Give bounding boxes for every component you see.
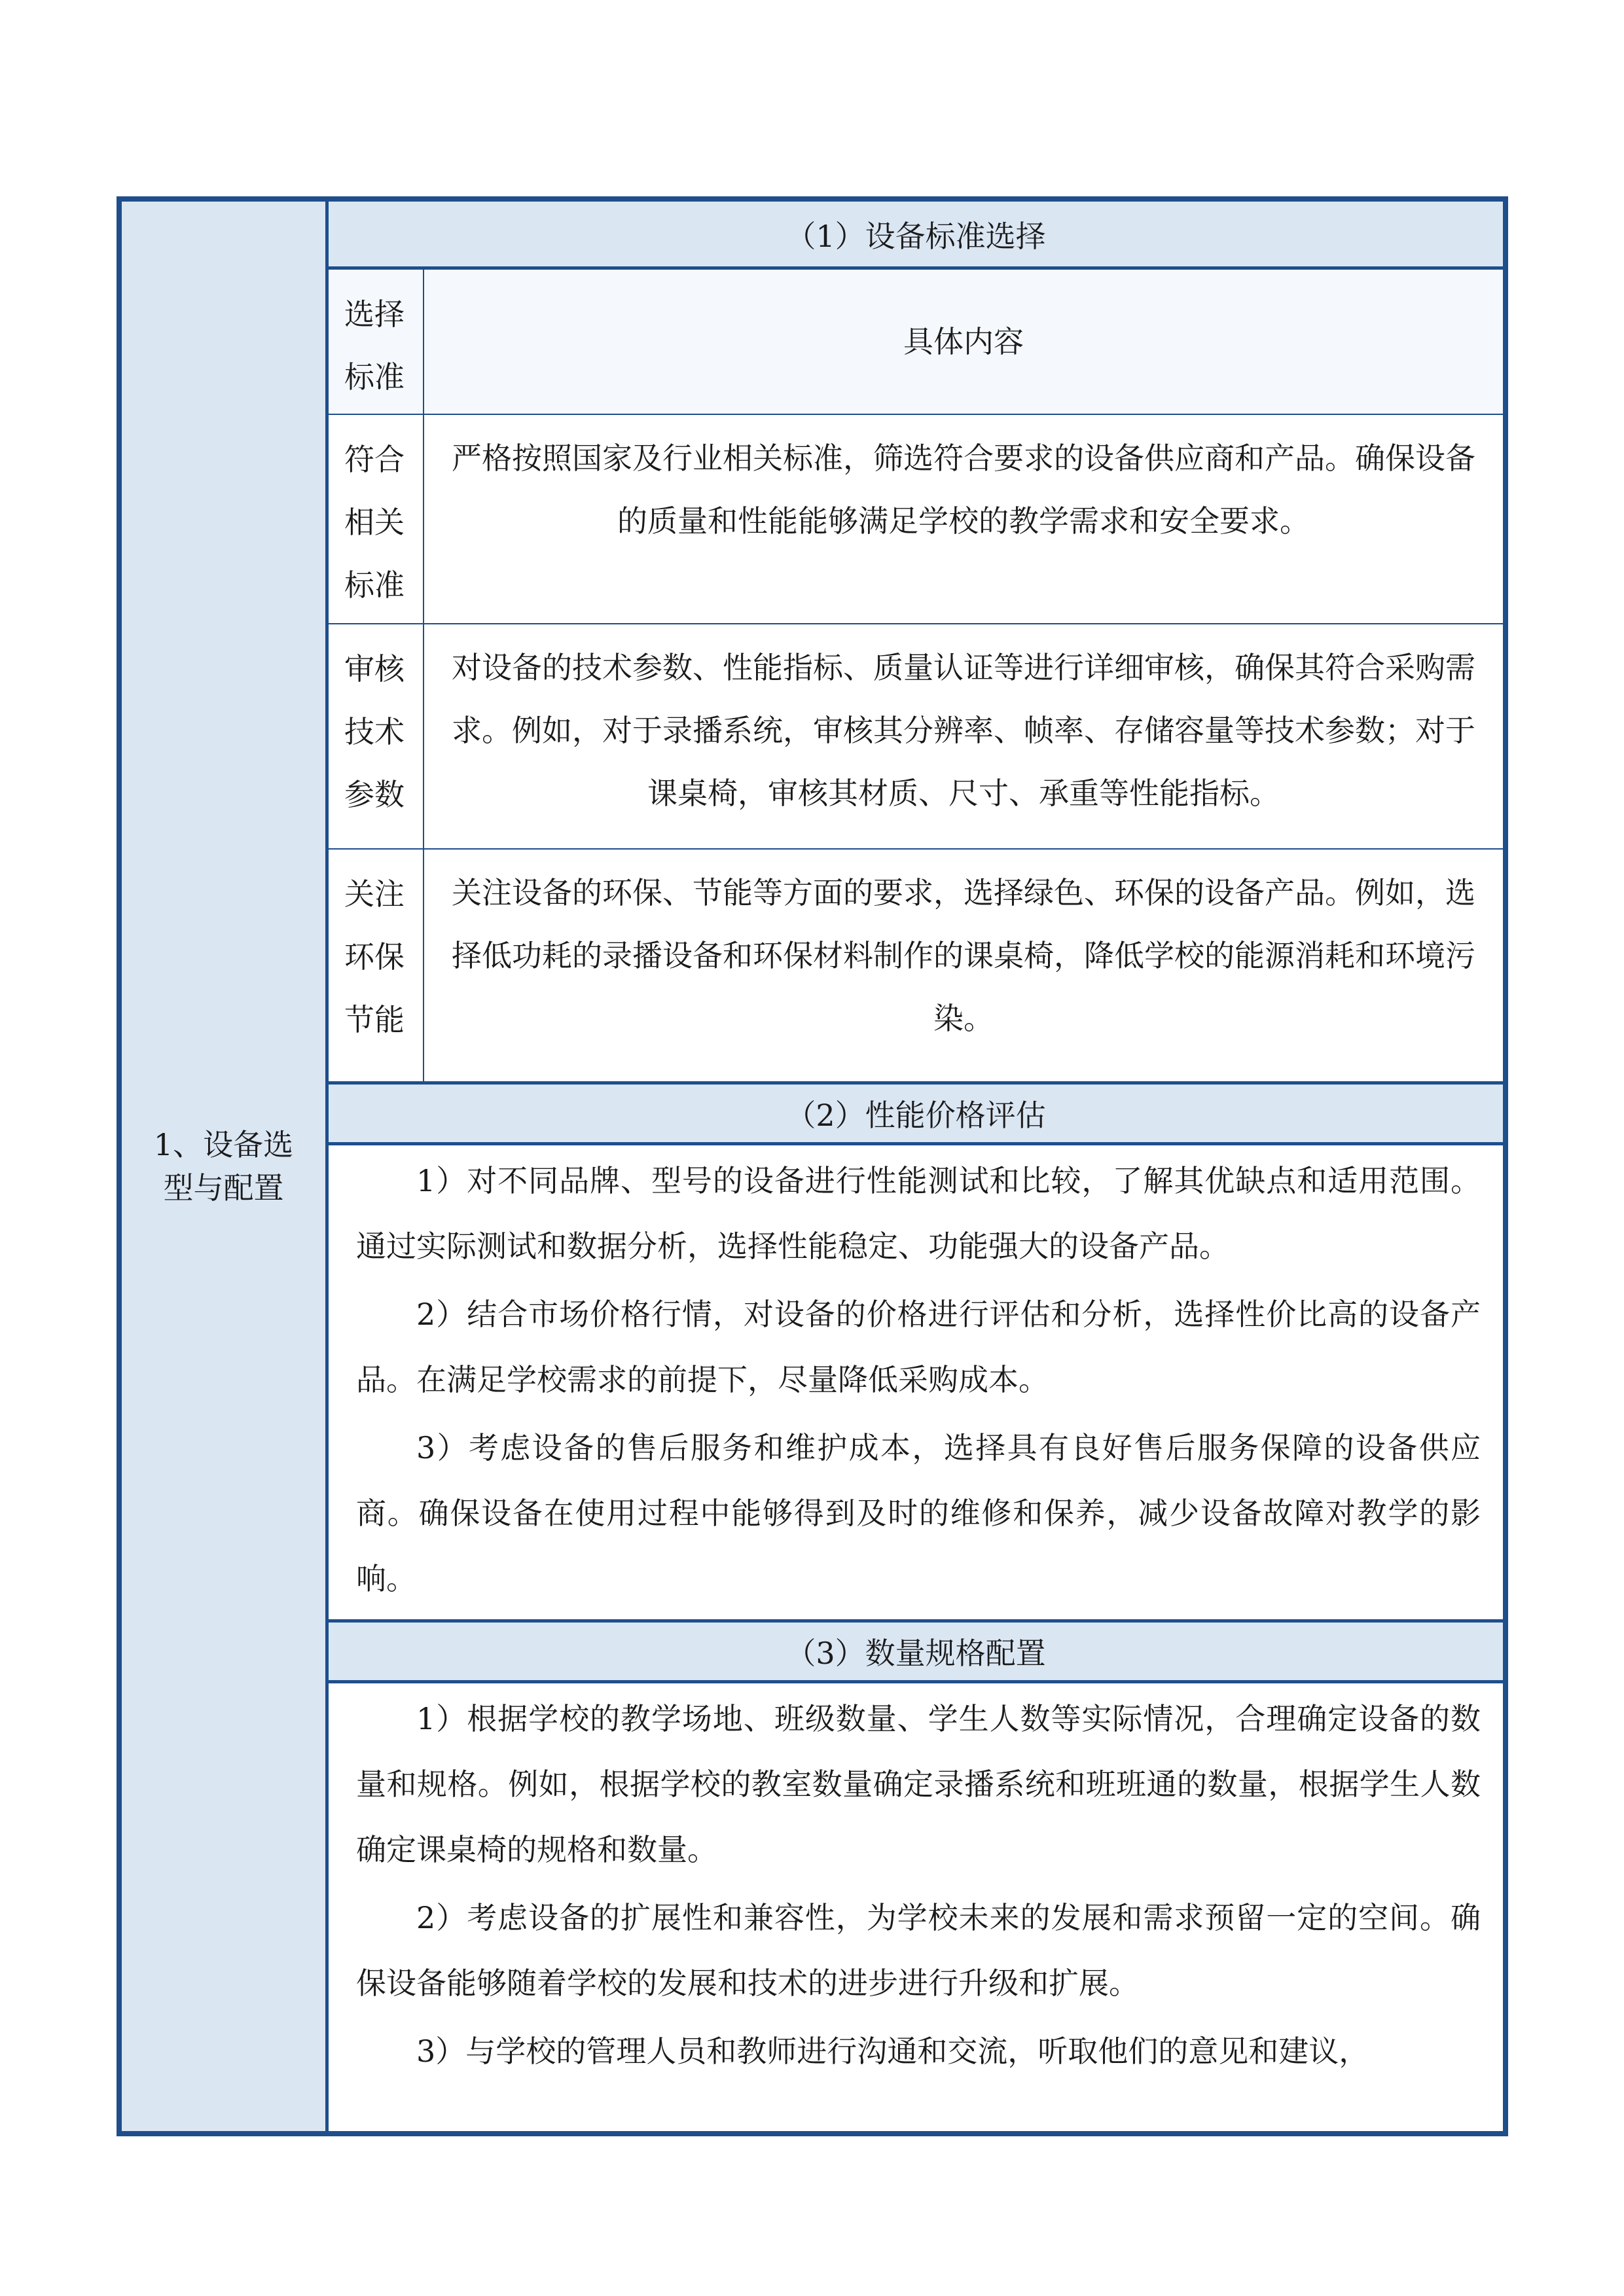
header-label: 选择标准	[329, 270, 424, 414]
paragraph: 3）与学校的管理人员和教师进行沟通和交流，听取他们的意见和建议，	[416, 2034, 1369, 2069]
section-heading-quantity-config: （3）数量规格配置	[329, 1619, 1503, 1683]
paragraph: 1）根据学校的教学场地、班级数量、学生人数等实际情况，合理确定设备的数量和规格。例如，根据学校的教室数量确定录播系统和班班通的数量，根据学生人数确定课桌椅的规格和数量。	[356, 1701, 1481, 1867]
header-content: 具体内容	[903, 324, 1024, 359]
row-label: 关注环保节能	[329, 850, 424, 1081]
category-title: 1、设备选型与配置	[153, 1127, 294, 1206]
paragraph: 3）考虑设备的售后服务和维护成本，选择具有良好售后服务保障的设备供应商。确保设备在使用过程中能够得到及时的维修和保养，减少设备故障对教学的影响。	[356, 1430, 1481, 1596]
category-cell	[122, 202, 329, 2131]
paragraph: 2）结合市场价格行情，对设备的价格进行评估和分析，选择性价比高的设备产品。在满足学校需求的前提下，尽量降低采购成本。	[356, 1297, 1481, 1397]
table-row	[329, 850, 1503, 1081]
content-column	[329, 202, 1503, 2131]
paragraph: 1）对不同品牌、型号的设备进行性能测试和比较，了解其优缺点和适用范围。通过实际测试和数据分析，选择性能稳定、功能强大的设备产品。	[356, 1163, 1481, 1264]
table-header-row	[329, 270, 1503, 415]
document-table	[117, 196, 1508, 2136]
row-label: 符合相关标准	[329, 415, 424, 623]
price-evaluation-text	[329, 1148, 1503, 1619]
section-heading-standard-selection: （1）设备标准选择	[329, 202, 1503, 270]
row-content: 对设备的技术参数、性能指标、质量认证等进行详细审核，确保其符合采购需求。例如，对于录播系统，审核其分辨率、帧率、存储容量等技术参数；对于课桌椅，审核其材质、尺寸、承重等性能指标。	[452, 650, 1475, 811]
paragraph: 2）考虑设备的扩展性和兼容性，为学校未来的发展和需求预留一定的空间。确保设备能够随着学校的发展和技术的进步进行升级和扩展。	[356, 1900, 1481, 2001]
row-content: 严格按照国家及行业相关标准，筛选符合要求的设备供应商和产品。确保设备的质量和性能能够满足学校的教学需求和安全要求。	[452, 440, 1475, 539]
quantity-config-text	[329, 1686, 1503, 2131]
table-row	[329, 415, 1503, 624]
row-content: 关注设备的环保、节能等方面的要求，选择绿色、环保的设备产品。例如，选择低功耗的录播设备和环保材料制作的课桌椅，降低学校的能源消耗和环境污染。	[452, 875, 1475, 1036]
row-label: 审核技术参数	[329, 624, 424, 848]
table-row	[329, 624, 1503, 850]
section-heading-price-evaluation: （2）性能价格评估	[329, 1081, 1503, 1145]
